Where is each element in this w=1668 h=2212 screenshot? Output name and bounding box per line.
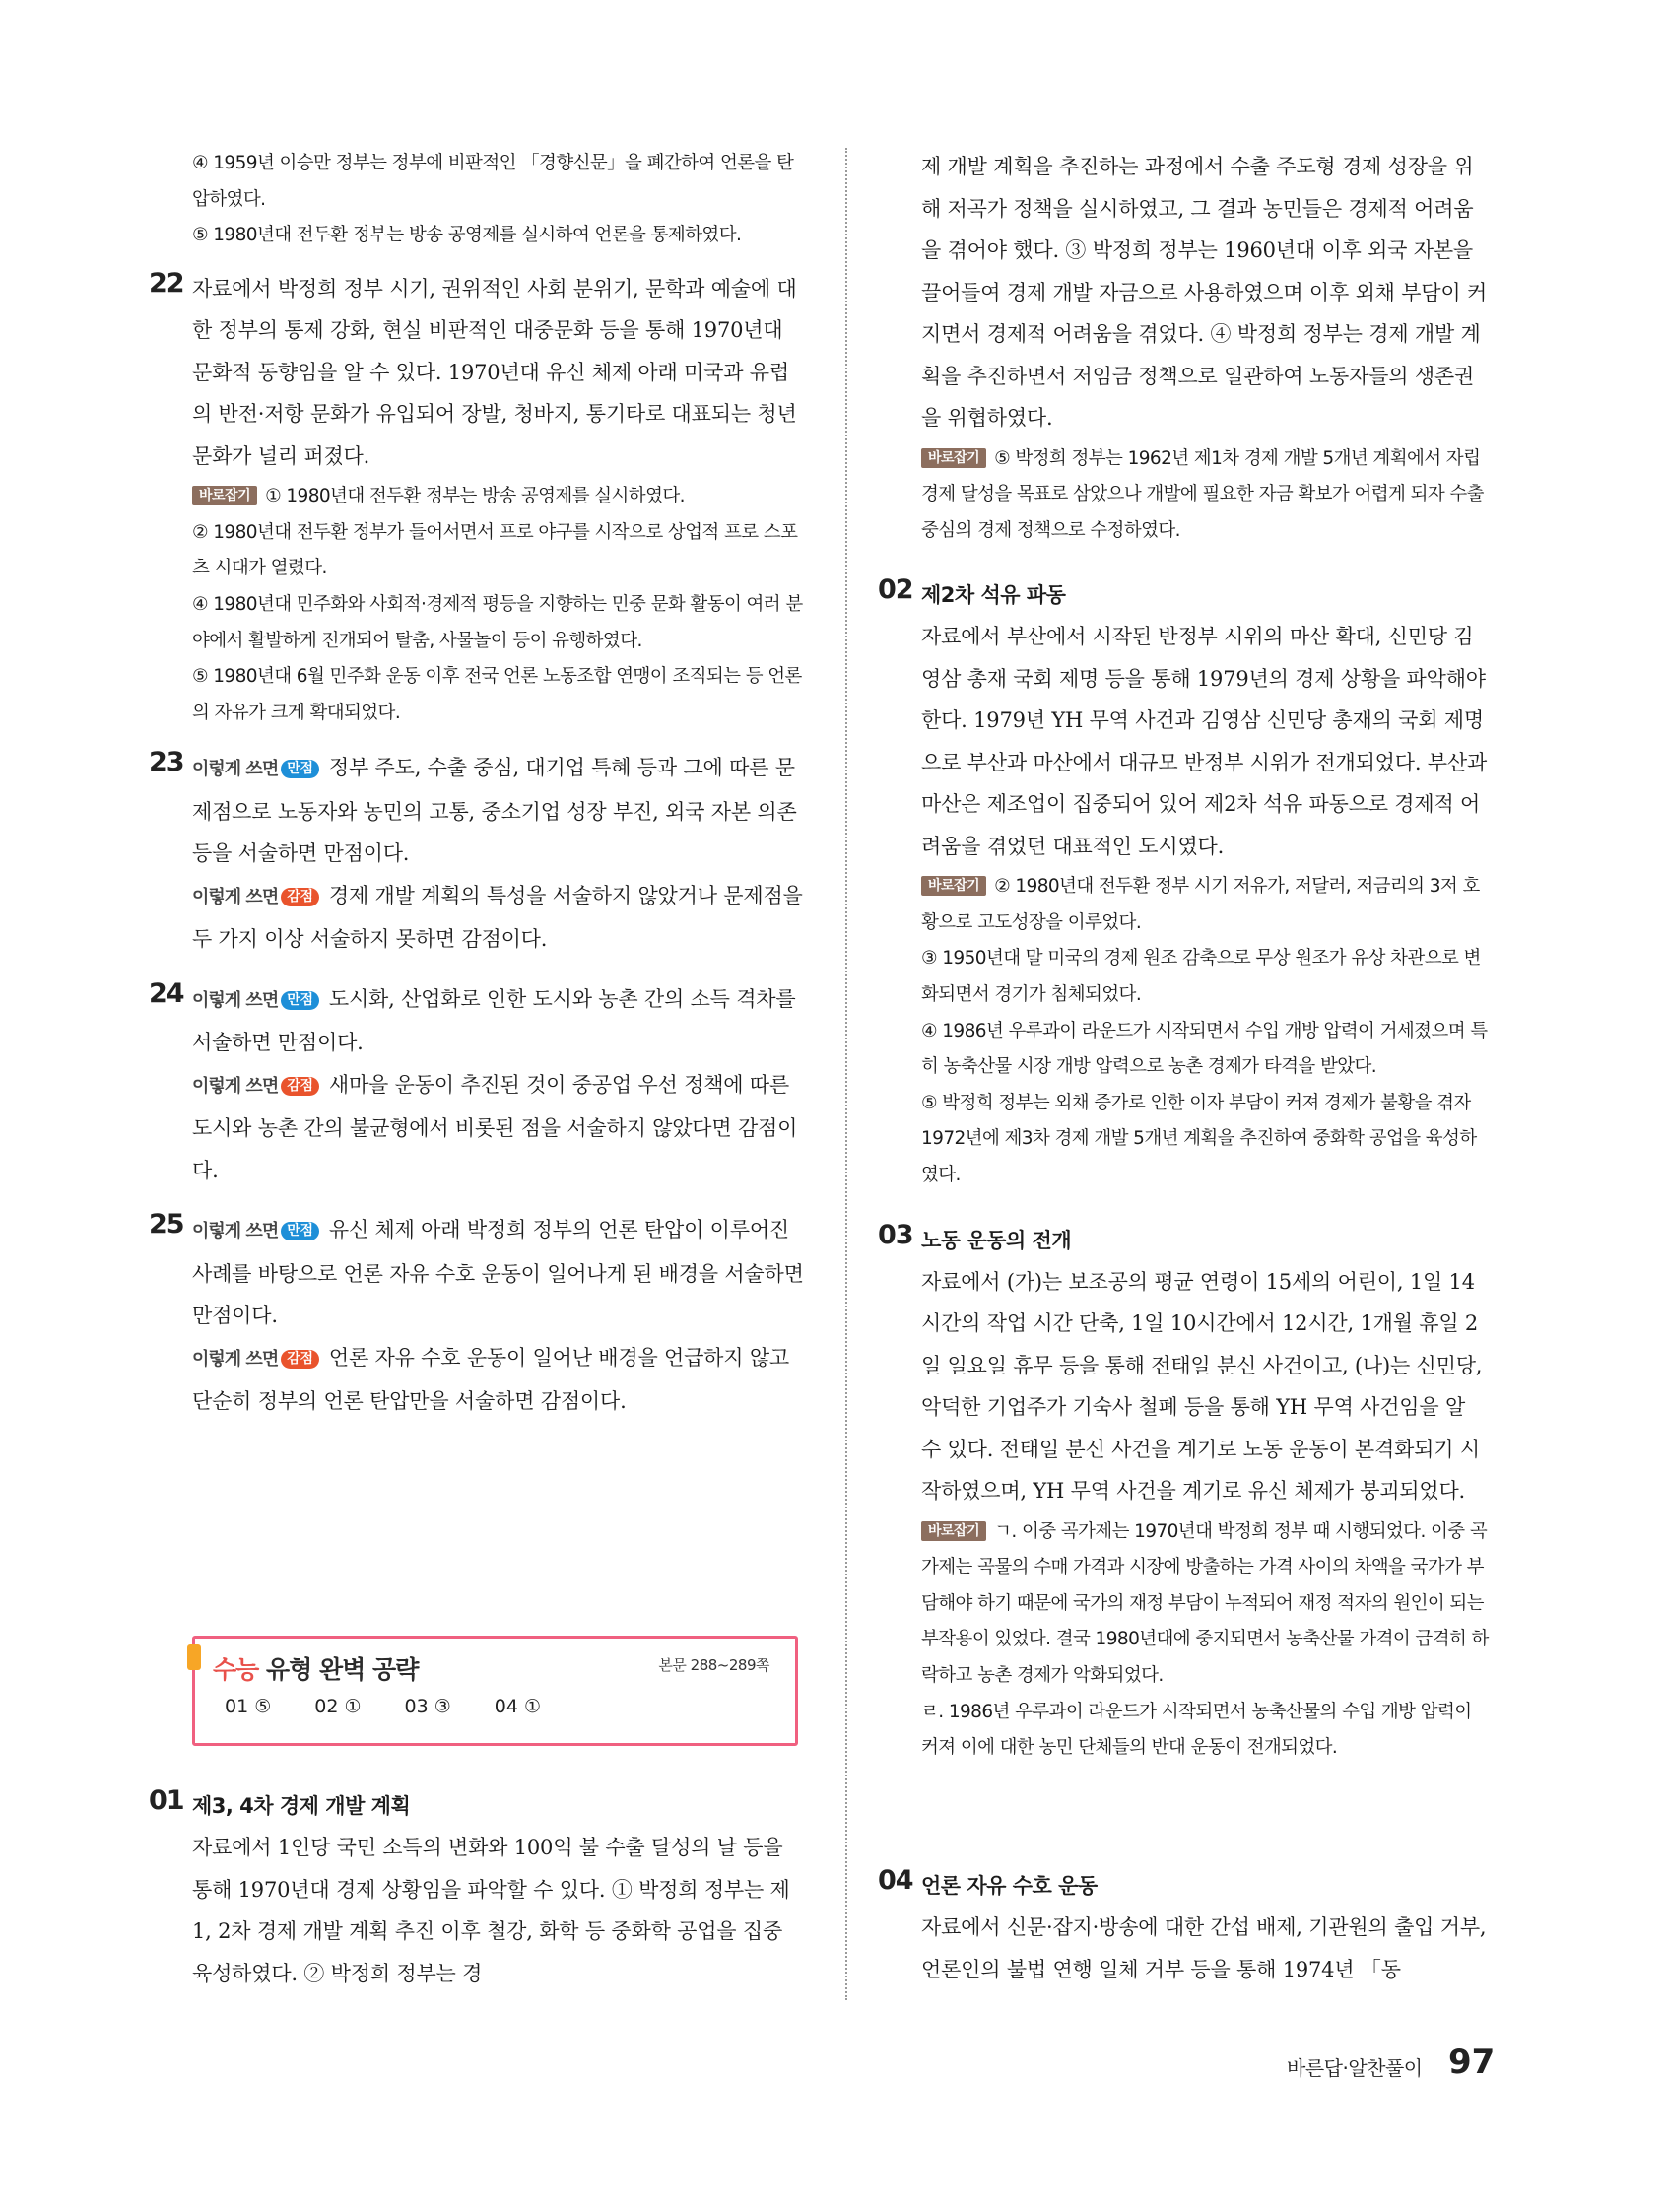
continued-text: 제 개발 계획을 추진하는 과정에서 수출 주도형 경제 성장을 위해 저곡가 정책을 실시하였고, 그 결과 농민들은 경제적 어려움을 겪어야 했다. ③ 박정희 정부는 1960년대 이후 외국 자본을 끌어들여 경제 개발 자금으로 사용하였으며 이후 외채 부담이 커지면서 경제적 어려움을 겪었다. ④ 박정희 정부는 경제 개발 계획을 추진하면서 저임금 정책으로 일관하여 노동자들의 생존권을 위협하였다.: [921, 155, 1488, 430]
question-number: 22: [149, 267, 184, 299]
full-score-pill: 만점: [281, 991, 319, 1010]
correction-notes: [921, 869, 1491, 1193]
page-number: 97: [1448, 2043, 1496, 2082]
deduct-text: 경제 개발 계획의 특성을 서술하지 않았거나 문제점을 두 가지 이상 서술하지 못하면 감점이다.: [192, 883, 803, 952]
note-item: ③ 1950년대 말 미국의 경제 원조 감축으로 무상 원조가 유상 차관으로 변화되면서 경기가 침체되었다.: [921, 948, 1481, 1006]
question-heading: 노동 운동의 전개: [921, 1228, 1072, 1252]
answer-item: 03 ③: [404, 1696, 451, 1717]
criteria-label: 이렇게 쓰면: [192, 886, 279, 907]
deduct-pill: 감점: [281, 1077, 319, 1096]
note-item: ㄱ. 이중 곡가제는 1970년대 박정희 정부 때 시행되었다. 이중 곡가제는 곡물의 수매 가격과 시장에 방출하는 가격 사이의 차액을 국가가 부담해야 하기 때문에 국가의 재정 부담이 누적되어 재정 적자의 원인이 되는 부작용이 있었다. 결국 1980년대에 중지되면서 농축산물 가격이 급격히 하락하고 농촌 경제가 악화되었다.: [921, 1520, 1489, 1686]
answer-item: 01 ⑤: [225, 1696, 272, 1717]
left-column: [149, 146, 808, 1423]
full-score-text: 유신 체제 아래 박정희 정부의 언론 탄압이 이루어진 사례를 바탕으로 언론 자유 수호 운동이 일어나게 된 배경을 서술하면 만점이다.: [192, 1218, 804, 1328]
answer-body: 자료에서 1인당 국민 소득의 변화와 100억 불 수출 달성의 날 등을 통해 1970년대 경제 상황임을 파악할 수 있다. ① 박정희 정부는 제1, 2차 경제 개발 계획 추진 이후 철강, 화학 등 중화학 공업을 집중 육성하였다. ② 박정희 정부는 경: [192, 1836, 790, 1985]
question-number: 03: [878, 1219, 913, 1250]
column-divider: [845, 148, 847, 2000]
answer-summary-box: [192, 1636, 798, 1746]
note-item: ⑤ 1980년대 전두환 정부는 방송 공영제를 실시하여 언론을 통제하였다.: [192, 225, 742, 246]
question-heading: 언론 자유 수호 운동: [921, 1874, 1098, 1898]
bookmark-icon: [187, 1644, 201, 1670]
question-04-wrap: [878, 1865, 1491, 1990]
correction-notes: [192, 479, 808, 731]
full-score-text: 도시화, 산업화로 인한 도시와 농촌 간의 소득 격차를 서술하면 만점이다.: [192, 986, 796, 1055]
question-number: 25: [149, 1209, 184, 1240]
note-item: ④ 1959년 이승만 정부는 정부에 비판적인 「경향신문」을 폐간하여 언론을 탄압하였다.: [192, 153, 794, 210]
note-item: ⑤ 박정희 정부는 1962년 제1차 경제 개발 5개년 계획에서 자립 경제 달성을 목표로 삼았으나 개발에 필요한 자금 확보가 어렵게 되자 수출 중심의 경제 정책으로 수정하였다.: [921, 447, 1484, 541]
question-heading: 제3, 4차 경제 개발 계획: [192, 1794, 411, 1818]
note-item: ① 1980년대 전두환 정부는 방송 공영제를 실시하였다.: [265, 486, 685, 507]
note-item: ⑤ 박정희 정부는 외채 증가로 인한 이자 부담이 커져 경제가 불황을 겪자 1972년에 제3차 경제 개발 5개년 계획을 추진하여 중화학 공업을 육성하였다.: [921, 1092, 1477, 1186]
page-reference: 본문 288~289쪽: [658, 1656, 769, 1674]
note-item: ② 1980년대 전두환 정부가 들어서면서 프로 야구를 시작으로 상업적 프로 스포츠 시대가 열렸다.: [192, 521, 798, 579]
correction-notes: [921, 1514, 1491, 1767]
criteria-label: 이렇게 쓰면: [192, 1075, 279, 1097]
answer-list: [225, 1696, 541, 1717]
question-heading: 제2차 석유 파동: [921, 583, 1066, 608]
intro-notes: [192, 146, 808, 254]
question-03: [878, 1219, 1491, 1767]
note-item: ⑤ 1980년대 6월 민주화 운동 이후 전국 언론 노동조합 연맹이 조직되는 등 언론의 자유가 크게 확대되었다.: [192, 666, 802, 723]
question-25: [149, 1209, 808, 1423]
answer-body: 자료에서 박정희 정부 시기, 권위적인 사회 분위기, 문학과 예술에 대한 정부의 통제 강화, 현실 비판적인 대중문화 등을 통해 1970년대 문화적 동향임을 알 수 있다. 1970년대 유신 체제 아래 미국과 유럽의 반전·저항 문화가 유입되어 장발, 청바지, 통기타로 대표되는 청년 문화가 널리 퍼졌다.: [192, 276, 797, 468]
full-score-text: 정부 주도, 수출 중심, 대기업 특혜 등과 그에 따른 문제점으로 노동자와 농민의 고통, 중소기업 성장 부진, 외국 자본 의존 등을 서술하면 만점이다.: [192, 756, 797, 866]
answer-body: 자료에서 부산에서 시작된 반정부 시위의 마산 확대, 신민당 김영삼 총재 국회 제명 등을 통해 1979년의 경제 상황을 파악해야 한다. 1979년 YH 무역 사건과 김영삼 신민당 총재의 국회 제명으로 부산과 마산에서 대규모 반정부 시위가 전개되었다. 부산과 마산은 제조업이 집중되어 있어 제2차 석유 파동으로 경제적 어려움을 겪었던 대표적인 도시였다.: [921, 625, 1488, 858]
note-item: ④ 1986년 우루과이 라운드가 시작되면서 수입 개방 압력이 거세졌으며 특히 농축산물 시장 개방 압력으로 농촌 경제가 타격을 받았다.: [921, 1020, 1488, 1078]
question-01-wrap: [149, 1785, 808, 1994]
question-number: 04: [878, 1865, 913, 1896]
footer-book-title: 바른답·알찬풀이: [1287, 2056, 1423, 2080]
deduct-pill: 감점: [281, 888, 319, 906]
criteria-label: 이렇게 쓰면: [192, 1348, 279, 1370]
question-number: 23: [149, 747, 184, 778]
correction-badge: 바로잡기: [921, 876, 986, 896]
question-number: 24: [149, 977, 184, 1009]
correction-badge: 바로잡기: [192, 486, 257, 505]
answer-body: 자료에서 (가)는 보조공의 평균 연령이 15세의 어린이, 1일 14시간의 작업 시간 단축, 1일 10시간에서 12시간, 1개월 휴일 2일 일요일 휴무 등을 통해 전태일 분신 사건이고, (나)는 신민당, 악덕한 기업주가 기숙사 철폐 등을 통해 YH 무역 사건임을 알 수 있다. 전태일 분신 사건을 계기로 노동 운동이 본격화되기 시작하였으며, YH 무역 사건을 계기로 유신 체제가 붕괴되었다.: [921, 1269, 1483, 1504]
question-23: [149, 747, 808, 961]
question-02: [878, 574, 1491, 1193]
full-score-pill: 만점: [281, 760, 319, 778]
question-04: [878, 1865, 1491, 1990]
note-item: ④ 1980년대 민주화와 사회적·경제적 평등을 지향하는 민중 문화 활동이 여러 분야에서 활발하게 전개되어 탈춤, 사물놀이 등이 유행하였다.: [192, 594, 803, 651]
question-01: [149, 1785, 808, 1994]
criteria-label: 이렇게 쓰면: [192, 759, 279, 780]
correction-badge: 바로잡기: [921, 448, 986, 468]
note-item: ② 1980년대 전두환 정부 시기 저유가, 저달러, 저금리의 3저 호황으로 고도성장을 이루었다.: [921, 876, 1480, 933]
deduct-text: 언론 자유 수호 운동이 일어난 배경을 언급하지 않고 단순히 정부의 언론 탄압만을 서술하면 감점이다.: [192, 1345, 790, 1414]
box-title: 수능 유형 완벽 공략: [213, 1655, 419, 1684]
question-number: 01: [149, 1785, 184, 1816]
criteria-label: 이렇게 쓰면: [192, 989, 279, 1011]
correction-notes: [921, 441, 1491, 550]
answer-item: 04 ①: [494, 1696, 541, 1717]
deduct-text: 새마을 운동이 추진된 것이 중공업 우선 정책에 따른 도시와 농촌 간의 불균형에서 비롯된 점을 서술하지 않았다면 감점이다.: [192, 1072, 798, 1182]
right-column: [878, 146, 1491, 1767]
full-score-pill: 만점: [281, 1222, 319, 1240]
note-item: ㄹ. 1986년 우루과이 라운드가 시작되면서 농축산물의 수입 개방 압력이 커져 이에 대한 농민 단체들의 반대 운동이 전개되었다.: [921, 1701, 1472, 1759]
criteria-label: 이렇게 쓰면: [192, 1221, 279, 1242]
correction-badge: 바로잡기: [921, 1521, 986, 1541]
question-22: [149, 267, 808, 732]
answer-body: 자료에서 신문·잡지·방송에 대한 간섭 배제, 기관원의 출입 거부, 언론인의 불법 연행 일체 거부 등을 통해 1974년 「동: [921, 1915, 1487, 1981]
question-number: 02: [878, 574, 913, 606]
deduct-pill: 감점: [281, 1350, 319, 1369]
answer-item: 02 ①: [314, 1696, 362, 1717]
question-24: [149, 977, 808, 1192]
